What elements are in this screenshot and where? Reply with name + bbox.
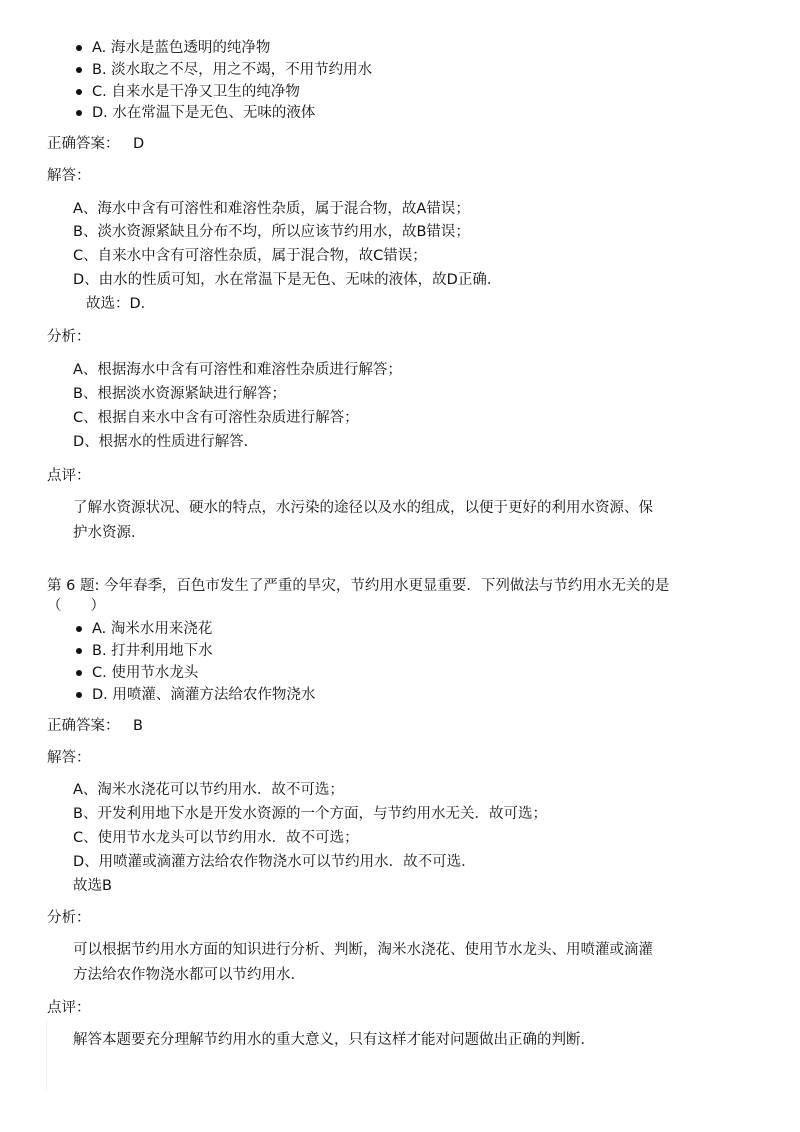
q6-analysis-label: 分析：: [47, 910, 91, 926]
q6-solution-line: C、使用节水龙头可以节约用水．故不可选；: [73, 830, 359, 846]
q5-option-d: D. 水在常温下是无色、无味的液体: [92, 105, 316, 121]
q5-analysis-line: D、根据水的性质进行解答．: [73, 434, 259, 450]
q6-answer: B: [133, 718, 143, 734]
q5-solution-line: C、自来水中含有可溶性杂质，属于混合物，故C错误；: [73, 248, 427, 264]
q5-comment-line: 护水资源．: [73, 525, 146, 541]
q6-option-c: C. 使用节水龙头: [92, 665, 199, 681]
q5-comment-label: 点评：: [47, 468, 91, 484]
bullet-icon: [76, 45, 82, 51]
q6-analysis-line: 可以根据节约用水方面的知识进行分析、判断，淘米水浇花、使用节水龙头、用喷灌或滴灌: [73, 942, 653, 958]
q5-comment-line: 了解水资源状况、硬水的特点，水污染的途径以及水的组成，以便于更好的利用水资源、保: [73, 500, 653, 516]
q6-comment-line: 解答本题要充分理解节约用水的重大意义，只有这样才能对问题做出正确的判断．: [73, 1032, 595, 1048]
q6-solution-line: D、用喷灌或滴灌方法给农作物浇水可以节约用水．故不可选．: [73, 854, 476, 870]
q6-solution-label: 解答：: [47, 750, 91, 766]
q6-solution-line: A、淘米水浇花可以节约用水．故不可选；: [73, 782, 344, 798]
q5-analysis-label: 分析：: [47, 329, 91, 345]
bullet-icon: [76, 67, 82, 73]
q5-option-a: A. 海水是蓝色透明的纯净物: [92, 40, 271, 56]
q5-solution-choice: 故选：D．: [86, 296, 156, 312]
bullet-icon: [76, 626, 82, 632]
q5-analysis-line: A、根据海水中含有可溶性和难溶性杂质进行解答；: [73, 362, 402, 378]
q5-answer: D: [133, 136, 145, 152]
q6-question: 第 6 题: 今年春季，百色市发生了严重的旱灾，节约用水更显重要．下列做法与节约用水无关的是: [47, 578, 670, 594]
q5-option-b: B. 淡水取之不尽，用之不竭，不用节约用水: [92, 62, 373, 78]
q6-option-d: D. 用喷灌、滴灌方法给农作物浇水: [92, 687, 316, 703]
q6-analysis-line: 方法给农作物浇水都可以节约用水．: [73, 967, 305, 983]
bullet-icon: [76, 89, 82, 95]
q6-option-a: A. 淘米水用来浇花: [92, 621, 213, 637]
q6-answer-label: 正确答案：: [47, 718, 120, 734]
q6-solution-line: B、开发利用地下水是开发水资源的一个方面，与节约用水无关．故可选；: [73, 806, 547, 822]
q5-solution-line: A、海水中含有可溶性和难溶性杂质，属于混合物，故A错误；: [73, 201, 470, 217]
q5-option-c: C. 自来水是干净又卫生的纯净物: [92, 84, 300, 100]
bullet-icon: [76, 692, 82, 698]
q5-analysis-line: C、根据自来水中含有可溶性杂质进行解答；: [73, 410, 359, 426]
bullet-icon: [76, 110, 82, 116]
q6-question-blank: （ ）: [47, 598, 105, 614]
q6-option-b: B. 打井利用地下水: [92, 643, 213, 659]
q5-solution-line: D、由水的性质可知，水在常温下是无色、无味的液体，故D正确．: [73, 272, 502, 288]
q6-comment-label: 点评：: [47, 1000, 91, 1016]
q5-solution-label: 解答：: [47, 168, 91, 184]
q5-analysis-line: B、根据淡水资源紧缺进行解答；: [73, 386, 286, 402]
q5-solution-line: B、淡水资源紧缺且分布不均，所以应该节约用水，故B错误；: [73, 224, 470, 240]
bullet-icon: [76, 670, 82, 676]
margin-rule: [46, 1020, 47, 1090]
q5-answer-label: 正确答案：: [47, 136, 120, 152]
q6-solution-choice: 故选B: [73, 878, 112, 894]
bullet-icon: [76, 648, 82, 654]
